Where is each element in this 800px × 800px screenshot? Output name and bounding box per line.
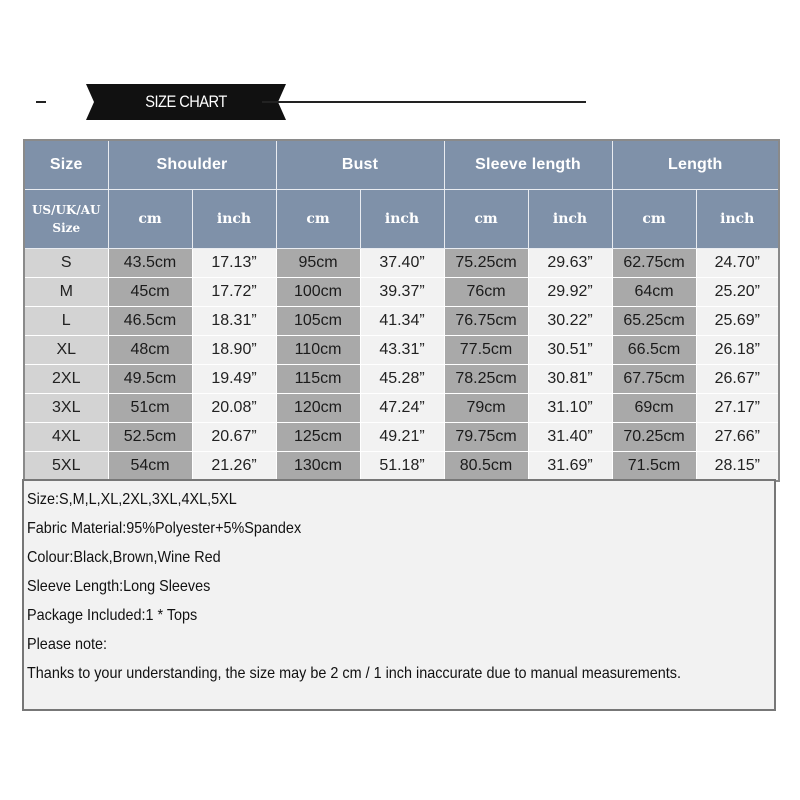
cm-cell: 51cm [108,394,192,423]
unit-header: cm [276,190,360,249]
inch-cell: 18.90” [192,336,276,365]
cm-cell: 80.5cm [444,452,528,482]
unit-header: cm [444,190,528,249]
table-row [24,307,779,336]
inch-cell: 26.18” [696,336,779,365]
column-header-sleeve-length: Sleeve length [444,140,612,190]
inch-cell: 21.26” [192,452,276,482]
unit-header-row [24,190,779,249]
unit-header: cm [108,190,192,249]
column-header-shoulder: Shoulder [108,140,276,190]
cm-cell: 130cm [276,452,360,482]
cm-cell: 105cm [276,307,360,336]
cm-cell: 67.75cm [612,365,696,394]
note-sizes: Size:S,M,L,XL,2XL,3XL,4XL,5XL [27,491,237,508]
cm-cell: 52.5cm [108,423,192,452]
table-row [24,249,779,278]
inch-cell: 17.72” [192,278,276,307]
cm-cell: 70.25cm [612,423,696,452]
size-cell: XL [24,336,108,365]
unit-header: inch [360,190,444,249]
cm-cell: 66.5cm [612,336,696,365]
inch-cell: 47.24” [360,394,444,423]
cm-cell: 110cm [276,336,360,365]
column-header-length: Length [612,140,779,190]
cm-cell: 46.5cm [108,307,192,336]
inch-cell: 30.51” [528,336,612,365]
inch-cell: 30.22” [528,307,612,336]
size-cell: 5XL [24,452,108,482]
inch-cell: 41.34” [360,307,444,336]
cm-cell: 79cm [444,394,528,423]
table-row [24,365,779,394]
cm-cell: 78.25cm [444,365,528,394]
table-row [24,278,779,307]
header-rule [262,101,586,103]
inch-cell: 43.31” [360,336,444,365]
cm-cell: 75.25cm [444,249,528,278]
column-header-size: Size [24,140,108,190]
group-header-row [24,140,779,190]
table-row [24,336,779,365]
note-sleeve: Sleeve Length:Long Sleeves [27,578,211,595]
cm-cell: 71.5cm [612,452,696,482]
inch-cell: 24.70” [696,249,779,278]
size-chart-header [36,84,596,120]
cm-cell: 76cm [444,278,528,307]
inch-cell: 31.40” [528,423,612,452]
inch-cell: 31.69” [528,452,612,482]
size-cell: S [24,249,108,278]
table-body [24,249,779,482]
inch-cell: 29.63” [528,249,612,278]
note-please-note: Please note: [27,636,108,653]
inch-cell: 27.17” [696,394,779,423]
table-row [24,394,779,423]
cm-cell: 100cm [276,278,360,307]
cm-cell: 76.75cm [444,307,528,336]
unit-header: inch [192,190,276,249]
inch-cell: 39.37” [360,278,444,307]
size-cell: M [24,278,108,307]
size-cell: 2XL [24,365,108,394]
inch-cell: 29.92” [528,278,612,307]
cm-cell: 95cm [276,249,360,278]
size-cell: 3XL [24,394,108,423]
unit-header: inch [528,190,612,249]
product-notes [22,479,776,711]
unit-header: cm [612,190,696,249]
cm-cell: 77.5cm [444,336,528,365]
inch-cell: 28.15” [696,452,779,482]
cm-cell: 48cm [108,336,192,365]
inch-cell: 18.31” [192,307,276,336]
size-table [23,139,780,482]
inch-cell: 30.81” [528,365,612,394]
note-colour: Colour:Black,Brown,Wine Red [27,549,221,566]
inch-cell: 25.20” [696,278,779,307]
table-row [24,423,779,452]
note-fabric: Fabric Material:95%Polyester+5%Spandex [27,520,302,537]
table-row [24,452,779,482]
note-disclaimer: Thanks to your understanding, the size may be 2 cm / 1 inch inaccurate due to manual measurements. [27,665,681,682]
size-cell: L [24,307,108,336]
units-label: US/UK/AU Size [24,190,108,249]
header-dash [36,101,46,103]
cm-cell: 79.75cm [444,423,528,452]
inch-cell: 20.67” [192,423,276,452]
size-cell: 4XL [24,423,108,452]
cm-cell: 65.25cm [612,307,696,336]
cm-cell: 49.5cm [108,365,192,394]
inch-cell: 49.21” [360,423,444,452]
inch-cell: 20.08” [192,394,276,423]
column-header-bust: Bust [276,140,444,190]
page-title: SIZE CHART [145,92,227,111]
cm-cell: 64cm [612,278,696,307]
inch-cell: 25.69” [696,307,779,336]
inch-cell: 45.28” [360,365,444,394]
cm-cell: 62.75cm [612,249,696,278]
cm-cell: 45cm [108,278,192,307]
cm-cell: 54cm [108,452,192,482]
cm-cell: 125cm [276,423,360,452]
cm-cell: 120cm [276,394,360,423]
inch-cell: 27.66” [696,423,779,452]
inch-cell: 17.13” [192,249,276,278]
inch-cell: 26.67” [696,365,779,394]
inch-cell: 51.18” [360,452,444,482]
inch-cell: 37.40” [360,249,444,278]
inch-cell: 19.49” [192,365,276,394]
cm-cell: 69cm [612,394,696,423]
unit-header: inch [696,190,779,249]
note-package: Package Included:1 * Tops [27,607,198,624]
inch-cell: 31.10” [528,394,612,423]
cm-cell: 43.5cm [108,249,192,278]
cm-cell: 115cm [276,365,360,394]
